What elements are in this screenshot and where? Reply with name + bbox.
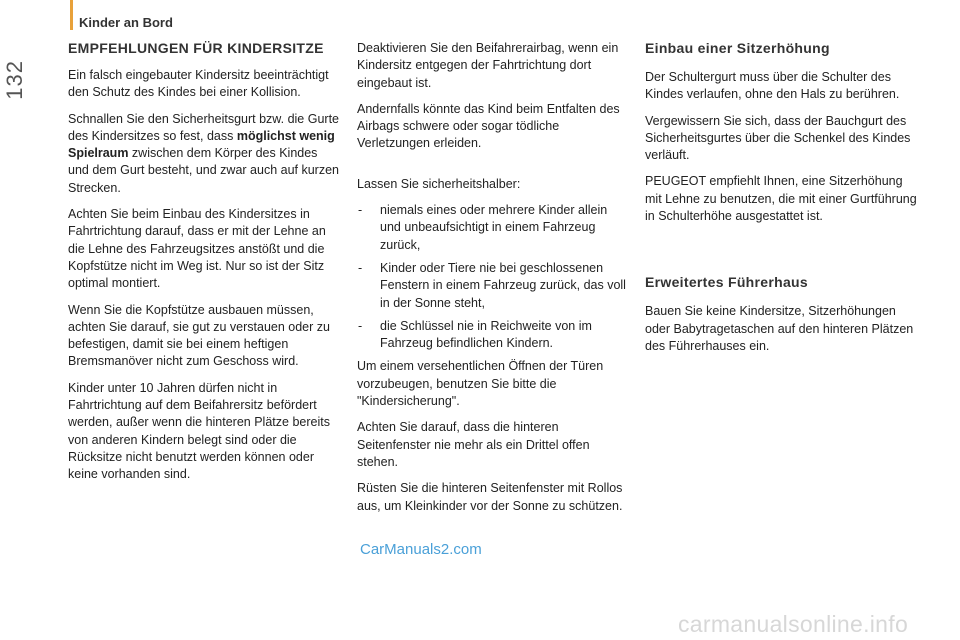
- paragraph: Wenn Sie die Kopfstütze ausbauen müssen, achten Sie darauf, sie gut zu verstauen oder zu befestigen, damit sie bei einem heftigen Bremsmanöver nicht zum Geschoss wird.: [68, 302, 330, 369]
- section-title: Kinder an Bord: [79, 15, 173, 30]
- spacer: [357, 162, 629, 176]
- paragraph: PEUGEOT empfiehlt Ihnen, eine Sitzerhöhung mit Lehne zu benutzen, die mit einer Gurtführung in Schulterhöhe ausgestattet ist.: [645, 174, 917, 224]
- paragraph: Achten Sie darauf, dass die hinteren Seitenfenster nie mehr als ein Drittel offen stehen.: [357, 420, 590, 469]
- column-right: [645, 40, 920, 364]
- column-left: [68, 40, 340, 493]
- safety-list: [357, 202, 629, 352]
- header-accent-bar: [70, 0, 73, 30]
- paragraph: Achten Sie beim Einbau des Kindersitzes in Fahrtrichtung darauf, dass er mit der Lehne an die Lehne des Fahrzeugsitzes anstößt und die Kopfstütze nicht im Weg ist. Nur so ist der Sitz optimal montiert.: [68, 207, 326, 291]
- paragraph: Deaktivieren Sie den Beifahrerairbag, wenn ein Kindersitz entgegen der Fahrtrichtung dort eingebaut ist.: [357, 41, 619, 90]
- watermark-carmanualsonline: carmanualsonline.info: [678, 611, 909, 637]
- paragraph: Andernfalls könnte das Kind beim Entfalten des Airbags schwere oder sogar tödliche Verletzungen erleiden.: [357, 101, 620, 151]
- paragraph-gurt: [68, 111, 340, 197]
- paragraph: Rüsten Sie die hinteren Seitenfenster mit Rollos aus, um Kleinkinder vor der Sonne zu schützen.: [357, 481, 623, 513]
- list-item: - die Schlüssel nie in Reichweite von im Fahrzeug befindlichen Kindern.: [357, 318, 629, 353]
- spacer: [645, 234, 920, 274]
- column-middle: [357, 40, 629, 524]
- list-item: - niemals eines oder mehrere Kinder allein und unbeaufsichtigt in einem Fahrzeug zurück,: [357, 202, 629, 254]
- paragraph: Der Schultergurt muss über die Schulter des Kindes verlaufen, ohne den Hals zu berühren.: [645, 70, 900, 102]
- paragraph: Kinder unter 10 Jahren dürfen nicht in Fahrtrichtung auf dem Beifahrersitz befördert werden, außer wenn die hinteren Plätze bereits von anderen Kindern belegt sind oder die Rücksitze nicht benutzt werden können oder keine vorhanden sind.: [68, 380, 330, 482]
- heading-sitzerhoehung: Einbau einer Sitzerhöhung: [645, 40, 830, 56]
- paragraph: Ein falsch eingebauter Kindersitz beeinträchtigt den Schutz des Kindes bei einer Kollision.: [68, 68, 329, 100]
- paragraph: Bauen Sie keine Kindersitze, Sitzerhöhungen oder Babytragetaschen auf den hinteren Plätzen des Führerhauses ein.: [645, 304, 914, 353]
- page-number: 132: [2, 60, 27, 100]
- paragraph-text: zwischen dem Körper des Kindes und dem Gurt besteht, und zwar auch auf kurzen Strecken.: [68, 146, 339, 195]
- watermark-carmanuals[interactable]: CarManuals2.com: [360, 541, 482, 558]
- heading-kindersitze: EMPFEHLUNGEN FÜR KINDERSITZE: [68, 40, 324, 56]
- emphasis-text: möglichst wenig Spielraum: [68, 128, 335, 161]
- paragraph: Um einem versehentlichen Öffnen der Türen vorzubeugen, benutzen Sie bitte die "Kindersicherung".: [357, 359, 604, 409]
- list-item: - Kinder oder Tiere nie bei geschlossenen Fenstern in einem Fahrzeug zurück, das voll in der Sonne steht,: [357, 260, 629, 312]
- paragraph: Lassen Sie sicherheitshalber:: [357, 176, 521, 191]
- heading-fuehrerhaus: Erweitertes Führerhaus: [645, 274, 808, 291]
- paragraph: Vergewissern Sie sich, dass der Bauchgurt des Sicherheitsgurtes über die Schenkel des Kindes verläuft.: [645, 113, 911, 163]
- paragraph-text: Schnallen Sie den Sicherheitsgurt bzw. die Gurte des Kindersitzes so fest, dass: [68, 111, 339, 143]
